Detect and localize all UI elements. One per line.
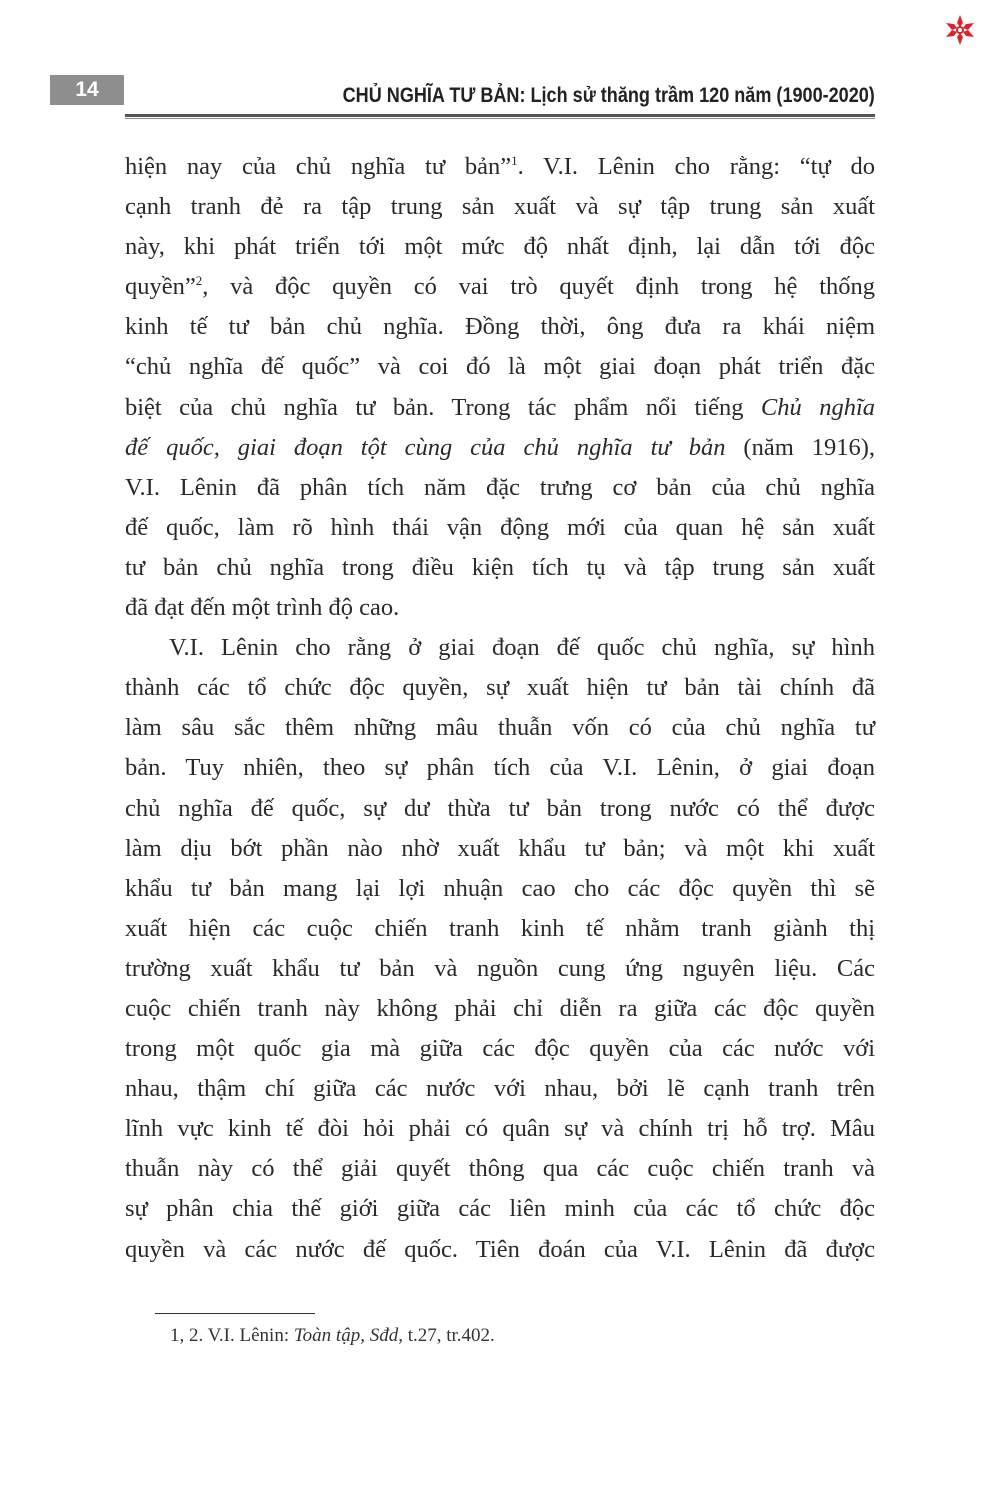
text-line [125, 588, 875, 628]
text-line [125, 1069, 875, 1109]
text-line [125, 1029, 875, 1069]
text-line [125, 949, 875, 989]
text-line [125, 989, 875, 1029]
header-rule [125, 114, 875, 117]
text-run: đã đạt đến một trình độ cao. [125, 594, 400, 622]
text-run: lĩnh vực kinh tế đòi hỏi phải có quân sự và chính trị hỗ trợ. Mâu [125, 1115, 875, 1143]
italic-text: đế quốc, giai đoạn tột cùng của chủ nghĩa tư bản [125, 433, 726, 461]
text-line [125, 1189, 875, 1229]
text-run: xuất hiện các cuộc chiến tranh kinh tế nhằm tranh giành thị [125, 914, 875, 942]
text-line [125, 227, 875, 267]
text-run: V.I. Lênin đã phân tích năm đặc trưng cơ bản của chủ nghĩa [125, 473, 875, 501]
text-line [125, 789, 875, 829]
header-rule-thin [125, 118, 875, 119]
text-line [125, 1149, 875, 1189]
text-line [125, 347, 875, 387]
text-line [125, 508, 875, 548]
text-run: nhau, thậm chí giữa các nước với nhau, bởi lẽ cạnh tranh trên [125, 1075, 875, 1103]
text-line [125, 307, 875, 347]
text-line [125, 829, 875, 869]
text-line [125, 1230, 875, 1270]
text-line [125, 708, 875, 748]
body-text [125, 147, 875, 1270]
text-run: chủ nghĩa đế quốc, sự dư thừa tư bản trong nước có thể được [125, 794, 875, 822]
text-line [125, 548, 875, 588]
footnote-separator [155, 1313, 315, 1314]
text-line [125, 668, 875, 708]
text-line [125, 388, 875, 428]
text-run: cuộc chiến tranh này không phải chỉ diễn ra giữa các độc quyền [125, 994, 875, 1022]
text-run: khẩu tư bản mang lại lợi nhuận cao cho các độc quyền thì sẽ [125, 874, 875, 902]
footnote-ref: 2 [195, 273, 203, 289]
text-run: biệt của chủ nghĩa tư bản. Trong tác phẩm nổi tiếng [125, 393, 761, 421]
text-run: V.I. Lênin cho rằng ở giai đoạn đế quốc chủ nghĩa, sự hình [169, 634, 875, 662]
text-run: bản. Tuy nhiên, theo sự phân tích của V.I. Lênin, ở giai đoạn [125, 754, 875, 782]
text-run: , và độc quyền có vai trò quyết định trong hệ thống [202, 273, 875, 301]
page-number: 14 [50, 75, 124, 105]
text-line [125, 428, 875, 468]
text-run: đế quốc, làm rõ hình thái vận động mới của quan hệ sản xuất [125, 513, 875, 541]
text-run: sự phân chia thế giới giữa các liên minh của các tổ chức độc [125, 1195, 875, 1223]
footnote-title: Toàn tập, Sđd [293, 1325, 399, 1346]
text-run: quyền” [125, 273, 196, 301]
text-line [125, 748, 875, 788]
text-run: kinh tế tư bản chủ nghĩa. Đồng thời, ông đưa ra khái niệm [125, 313, 875, 341]
footnote-prefix: 1, 2. V.I. Lênin: [170, 1325, 294, 1346]
text-run: quyền và các nước đế quốc. Tiên đoán của V.I. Lênin đã được [125, 1235, 875, 1263]
text-run: này, khi phát triển tới một mức độ nhất định, lại dẫn tới độc [125, 233, 875, 261]
footnote-ref: 1 [511, 153, 518, 168]
text-line [125, 628, 875, 668]
text-run: thành các tổ chức độc quyền, sự xuất hiện tư bản tài chính đã [125, 674, 875, 702]
text-run: . V.I. Lênin cho rằng: “tự do [517, 153, 875, 180]
footnote-suffix: , t.27, tr.402. [398, 1325, 495, 1346]
text-line [125, 468, 875, 508]
publisher-logo-icon [944, 14, 976, 46]
text-run: trường xuất khẩu tư bản và nguồn cung ứng nguyên liệu. Các [125, 954, 875, 982]
text-line [125, 909, 875, 949]
text-run: cạnh tranh đẻ ra tập trung sản xuất và sự tập trung sản xuất [125, 193, 875, 221]
text-run: hiện nay của chủ nghĩa tư bản” [125, 153, 512, 180]
text-run: làm dịu bớt phần nào nhờ xuất khẩu tư bản; và một khi xuất [125, 834, 875, 862]
text-run: (năm 1916), [725, 433, 875, 461]
text-line [125, 187, 875, 227]
text-line [125, 267, 875, 307]
text-line [125, 869, 875, 909]
text-run: thuẫn này có thể giải quyết thông qua các cuộc chiến tranh và [125, 1155, 875, 1183]
text-run: tư bản chủ nghĩa trong điều kiện tích tụ và tập trung sản xuất [125, 553, 875, 581]
text-run: trong một quốc gia mà giữa các độc quyền của các nước với [125, 1035, 875, 1063]
text-line [125, 147, 875, 187]
italic-text: Chủ nghĩa [760, 393, 876, 421]
footnote [170, 1325, 495, 1347]
running-title: CHỦ NGHĨA TƯ BẢN: Lịch sử thăng trầm 120 năm (1900-2020) [342, 84, 875, 107]
text-run: làm sâu sắc thêm những mâu thuẫn vốn có của chủ nghĩa tư [125, 714, 875, 742]
text-run: “chủ nghĩa đế quốc” và coi đó là một giai đoạn phát triển đặc [125, 353, 875, 381]
text-line [125, 1109, 875, 1149]
